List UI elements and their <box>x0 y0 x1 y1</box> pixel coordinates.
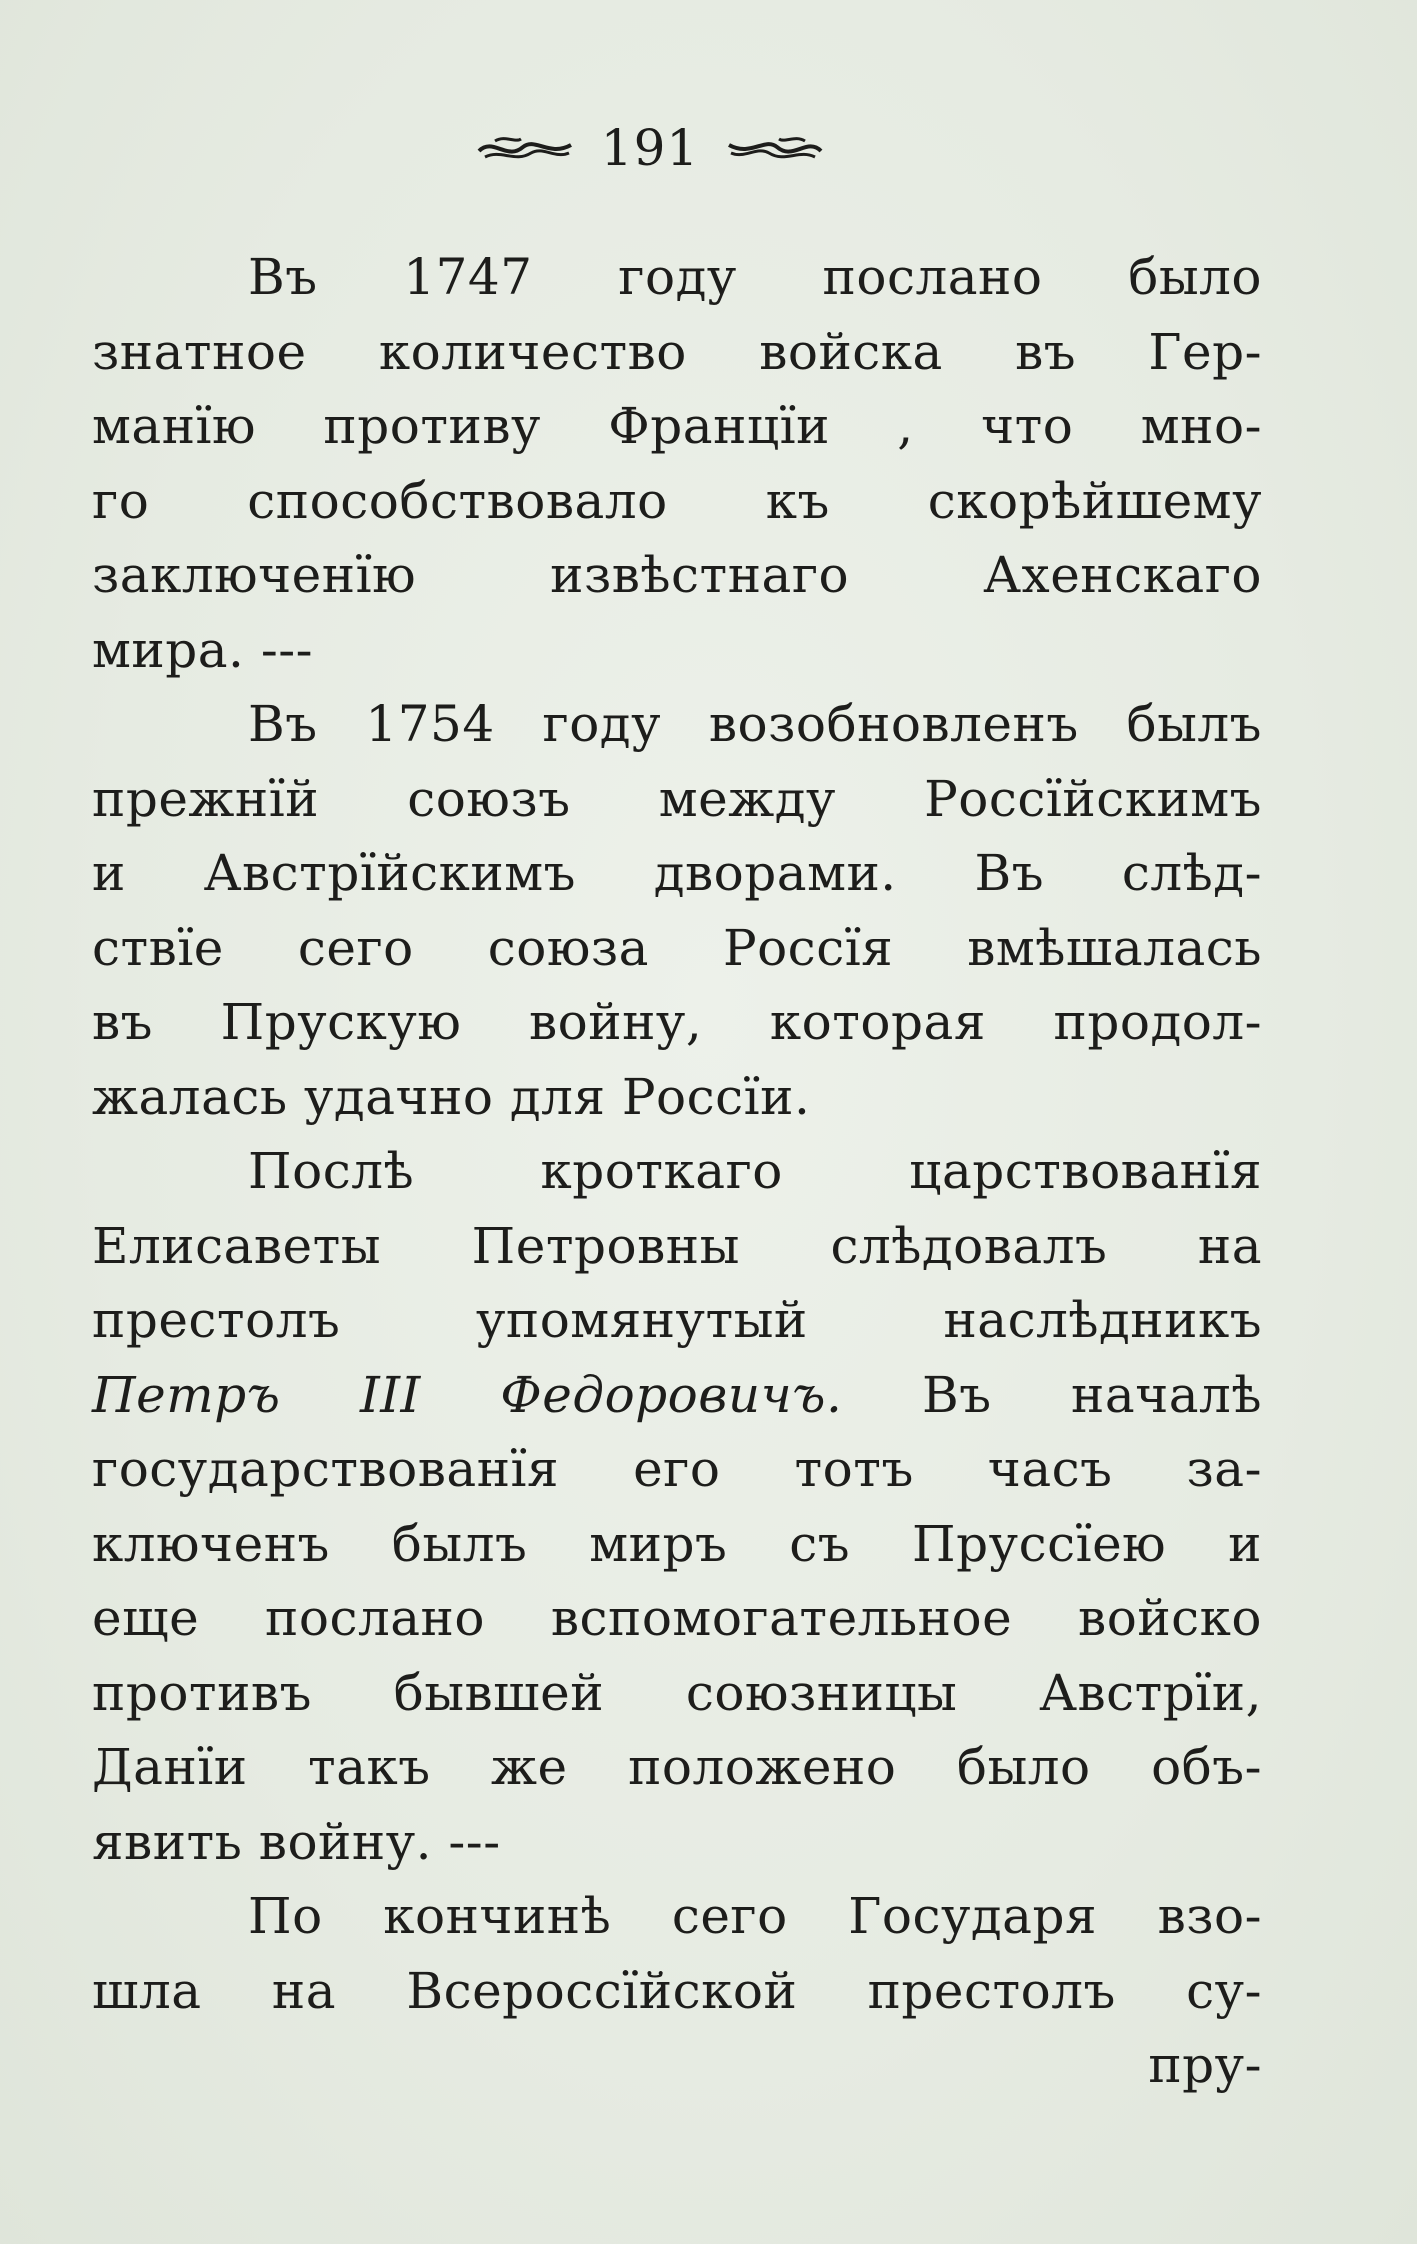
text-line: знатное количество войска въ Гер- <box>92 322 1262 381</box>
text-line: заключенїю извѣстнаго Ахенскаго <box>92 546 1262 604</box>
text-line: еще послано вспомогательное войско <box>92 1589 1262 1647</box>
emperor-name: Петръ III Федоровичъ. <box>92 1365 843 1424</box>
text-line: манїю противу Францїи , что мно- <box>92 397 1262 455</box>
page-header <box>0 118 1300 178</box>
text-fragment: Въ началѣ <box>921 1365 1262 1424</box>
text-line: го способствовало къ скорѣйшему <box>92 471 1262 530</box>
text-line: По кончинѣ сего Государя взо- <box>248 1887 1262 1945</box>
page-number: 191 <box>600 119 700 177</box>
text-line: Въ 1754 году возобновленъ былъ <box>248 695 1262 753</box>
text-line: Въ 1747 году послано было <box>248 248 1262 306</box>
text-line: и Австрїйскимъ дворами. Въ слѣд- <box>92 844 1262 902</box>
text-line: Елисаветы Петровны слѣдовалъ на <box>92 1216 1262 1275</box>
body-text <box>92 240 1262 2103</box>
ornament-flourish-right-icon <box>725 131 825 165</box>
text-line: жалась удачно для Россїи. <box>92 1067 811 1126</box>
text-line-mixed <box>92 1358 1262 1433</box>
text-line: явить войну. --- <box>92 1812 501 1871</box>
text-line: мира. --- <box>92 620 314 679</box>
ornament-flourish-left-icon <box>475 131 575 165</box>
text-line: престолъ упомянутый наслѣдникъ <box>92 1291 1262 1349</box>
catchword: пру- <box>1148 2036 1262 2094</box>
text-line: прежнїй союзъ между Россїйскимъ <box>92 769 1262 828</box>
text-line: государствованїя его тотъ часъ за- <box>92 1440 1262 1498</box>
text-line: противъ бывшей союзницы Австрїи, <box>92 1663 1262 1722</box>
text-line: ствїе сего союза Россїя вмѣшалась <box>92 918 1262 977</box>
text-line: шла на Всероссїйской престолъ су- <box>92 1961 1262 2020</box>
text-line: ключенъ былъ миръ съ Пруссїею и <box>92 1514 1262 1573</box>
text-line: въ Прускую войну, которая продол- <box>92 993 1262 1051</box>
text-line: Послѣ кроткаго царствованїя <box>248 1142 1262 1200</box>
text-line: Данїи такъ же положено было объ- <box>92 1738 1262 1796</box>
